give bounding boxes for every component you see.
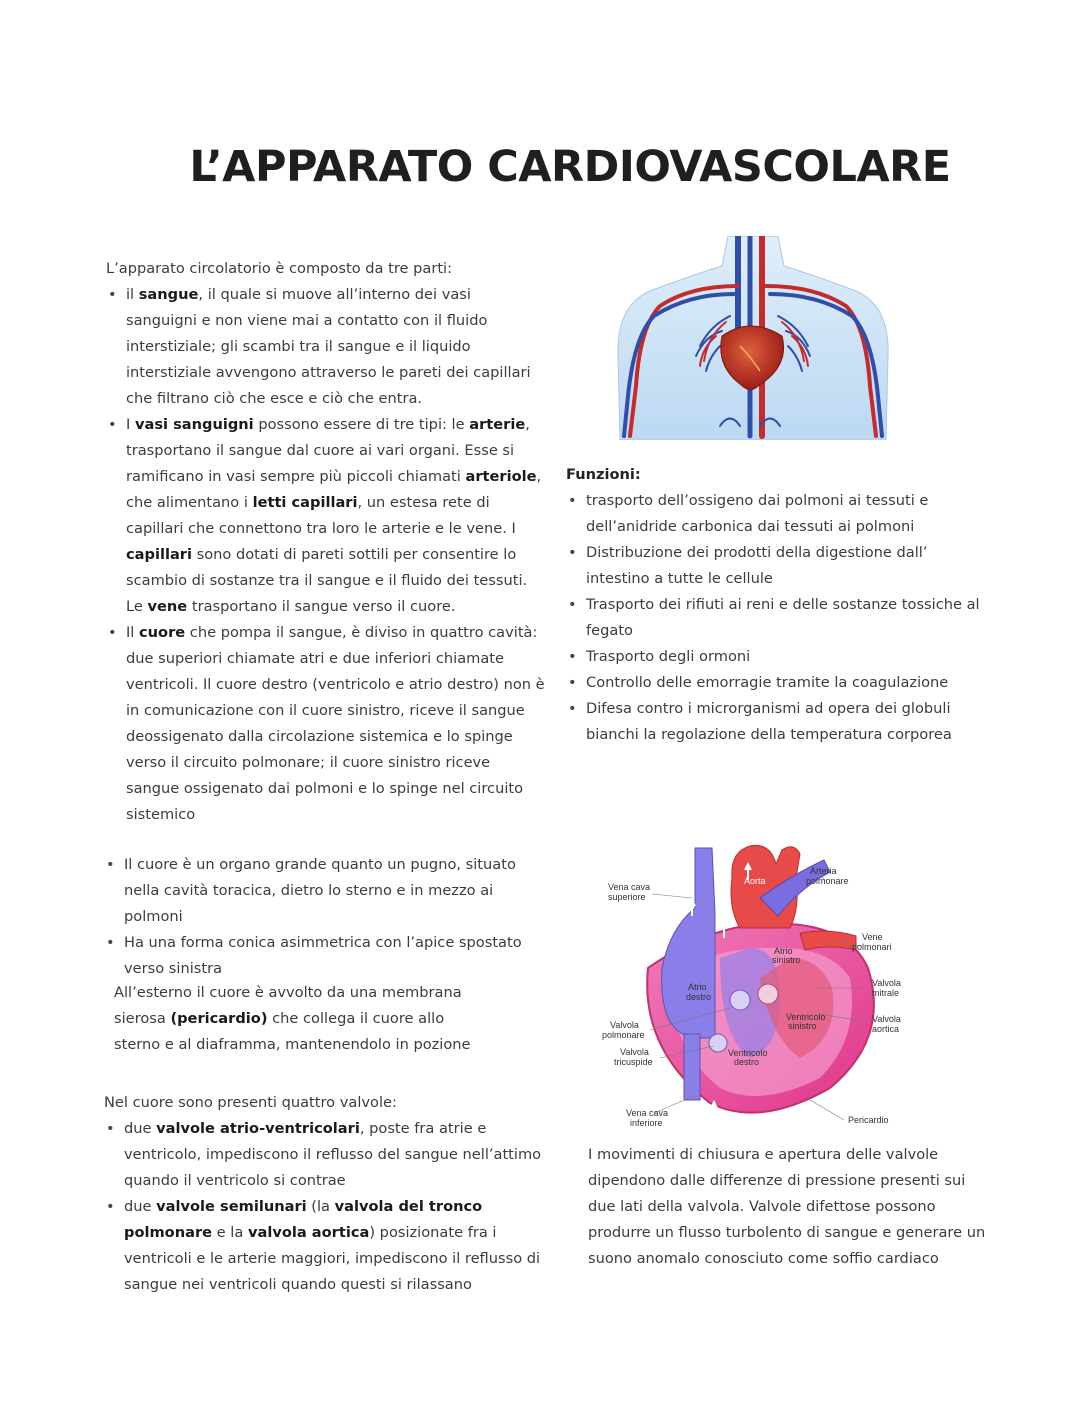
page-title: L’APPARATO CARDIOVASCOLARE <box>189 142 951 192</box>
label-arteria-polmonare-2: polmonare <box>806 876 849 886</box>
label-vena-cava-superiore: Vena cava <box>608 882 651 892</box>
list-item: • Trasporto dei rifiuti ai reni e delle sostanze tossiche al fegato <box>566 592 986 644</box>
label-vene-polmonari-2: polmonari <box>852 942 892 952</box>
funzioni-section <box>566 462 986 748</box>
label-ventricolo-destro-2: destro <box>734 1057 760 1067</box>
list-item-cuore: • Il cuore che pompa il sangue, è diviso in quattro cavità: due superiori chiamate atri e due inferiori chiamate ventricoli. Il cuore destro (ventricolo e atrio destro) non è in comunicazione con il cuore sinistro, riceve il sangue deossigenato dalla circolazione sistemica e lo spinge verso il circuito polmonare; il cuore sinistro riceve sangue ossigenato dai polmoni e lo spinge nel circuito sistemico <box>106 620 546 828</box>
funzioni-heading: Funzioni: <box>566 466 641 483</box>
label-valvola-mitrale: Valvola <box>872 978 901 988</box>
valvole-lead: Nel cuore sono presenti quattro valvole: <box>104 1094 397 1111</box>
list-item: • Controllo delle emorragie tramite la coagulazione <box>566 670 986 696</box>
list-item-atrioventricolari: • due valvole atrio-ventricolari, poste fra atrie e ventricolo, impediscono il reflusso del sangue nell’attimo quando il ventricolo si contrae <box>104 1116 559 1194</box>
label-vena-cava-superiore-2: superiore <box>608 892 646 902</box>
funzioni-list <box>566 488 986 748</box>
label-ventricolo-sinistro-2: sinistro <box>788 1021 817 1031</box>
list-item: • Trasporto degli ormoni <box>566 644 986 670</box>
label-valvola-mitrale-2: mitrale <box>872 988 900 998</box>
list-item: • Ha una forma conica asimmetrica con l’apice spostato verso sinistra <box>104 930 524 982</box>
list-item-semilunari: • due valvole semilunari (la valvola del tronco polmonare e la valvola aortica) posizionate fra i ventricoli e le arterie maggiori, impediscono il reflusso di sangue nei ventricoli quando questi si rilassano <box>104 1194 559 1298</box>
label-ventricolo-destro: Ventricolo <box>728 1048 768 1058</box>
list-item: • Il cuore è un organo grande quanto un pugno, situato nella cavità toracica, dietro lo sterno e in mezzo ai polmoni <box>104 852 524 930</box>
intro-section <box>106 256 546 828</box>
label-arteria-polmonare: Arteria <box>810 866 837 876</box>
label-atrio-sinistro: Atrio <box>774 946 793 956</box>
valvole-section <box>104 1090 559 1298</box>
cuore-section <box>104 852 524 982</box>
movimenti-paragraph: I movimenti di chiusura e apertura delle valvole dipendono dalle differenze di pressione presenti sui due lati della valvola. Valvole difettose possono produrre un flusso turbolento di sangue e generare un suono anomalo conosciuto come soffio cardiaco <box>588 1146 986 1267</box>
list-item: • Distribuzione dei prodotti della digestione dall’ intestino a tutte le cellule <box>566 540 986 592</box>
heart-anatomy-diagram <box>600 838 912 1134</box>
cuore-list <box>104 852 524 982</box>
list-item-sangue: • il sangue, il quale si muove all’interno dei vasi sanguigni e non viene mai a contatto con il fluido interstiziale; gli scambi tra il sangue e il liquido interstiziale avvengono attraverso le pareti dei capillari che filtrano ciò che esce e ciò che entra. <box>106 282 546 412</box>
label-atrio-sinistro-2: sinistro <box>772 955 801 965</box>
label-valvola-polmonare: Valvola <box>610 1020 639 1030</box>
label-aorta: Aorta <box>744 876 766 886</box>
list-item: • trasporto dell’ossigeno dai polmoni ai tessuti e dell’anidride carbonica dai tessuti ai polmoni <box>566 488 986 540</box>
label-atrio-destro: Atrio <box>688 982 707 992</box>
valvole-list <box>104 1116 559 1298</box>
label-pericardio: Pericardio <box>848 1115 889 1125</box>
pericardio-paragraph: All’esterno il cuore è avvolto da una membrana sierosa (pericardio) che collega il cuore allo sterno e al diaframma, mantenendolo in pozione <box>114 984 471 1053</box>
label-ventricolo-sinistro: Ventricolo <box>786 1012 826 1022</box>
list-item-vasi: • I vasi sanguigni possono essere di tre tipi: le arterie, trasportano il sangue dal cuore ai vari organi. Esse si ramificano in vasi sempre più piccoli chiamati arteriole, che alimentano i letti capillari, un estesa rete di capillari che connettono tra loro le arterie e le vene. I capillari sono dotati di pareti sottili per consentire lo scambio di sostanze tra il sangue e il fluido dei tessuti. Le vene trasportano il sangue verso il cuore. <box>106 412 546 620</box>
intro-lead: L’apparato circolatorio è composto da tre parti: <box>106 260 453 277</box>
label-valvola-tricuspide: Valvola <box>620 1047 649 1057</box>
label-valvola-aortica: Valvola <box>872 1014 901 1024</box>
label-vena-cava-inferiore-2: inferiore <box>630 1118 663 1128</box>
label-valvola-tricuspide-2: tricuspide <box>614 1057 653 1067</box>
label-valvola-aortica-2: aortica <box>872 1024 900 1034</box>
label-vene-polmonari: Vene <box>862 932 883 942</box>
label-atrio-destro-2: destro <box>686 992 712 1002</box>
circulatory-system-image <box>610 236 896 440</box>
intro-list <box>106 282 546 828</box>
list-item: • Difesa contro i microrganismi ad opera dei globuli bianchi la regolazione della temperatura corporea <box>566 696 986 748</box>
label-valvola-polmonare-2: polmonare <box>602 1030 645 1040</box>
label-vena-cava-inferiore: Vena cava <box>626 1108 669 1118</box>
